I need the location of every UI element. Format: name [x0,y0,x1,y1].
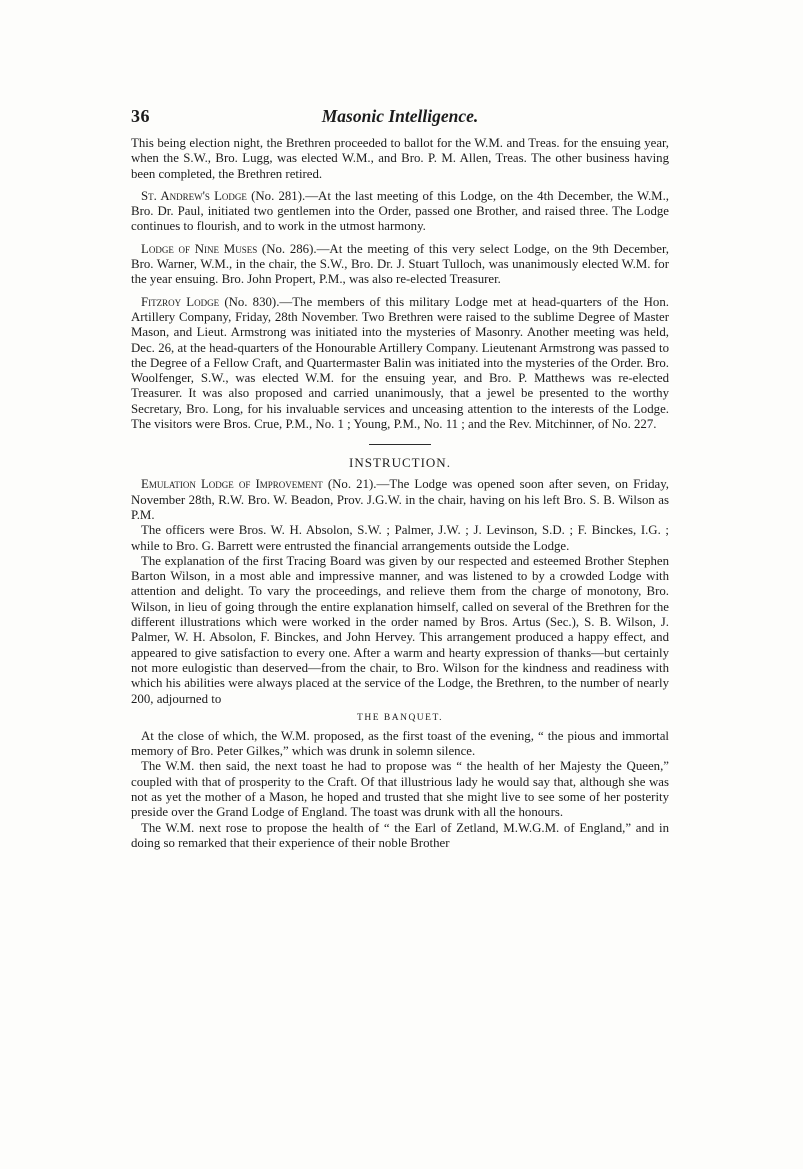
paragraph-first-toast: At the close of which, the W.M. proposed, as the first toast of the evening, “ the pious and immortal memory of Bro. Peter Gilkes,” which was drunk in solemn silence. [131,728,669,759]
paragraph-text: (No. 286).—At the meeting of this very select Lodge, on the 9th December, Bro. Warner, W.M., in the chair, the S.W., Bro. Dr. J. Stuart Tulloch, was unanimously elected W.M. for the year ensuing. Bro. John Propert, P.M., was also re-elected Treasurer. [131,241,669,287]
page-header [131,106,669,136]
paragraph-text: (No. 21).—The Lodge was opened soon after seven, on Friday, November 28th, R.W. Bro. W. Beadon, Prov. J.G.W. in the chair, having on his left Bro. S. B. Wilson as P.M. [131,477,669,522]
banquet-heading: THE BANQUET. [357,712,443,723]
lodge-name: Fitzroy Lodge [141,294,220,309]
page-number: 36 [131,106,150,126]
paragraph-zetland-toast: The W.M. next rose to propose the health of “ the Earl of Zetland, M.W.G.M. of England,” and in doing so remarked that their experience of their noble Brother [131,820,669,850]
lodge-name: Lodge of Nine Muses [141,241,258,256]
paragraph-text: (No. 830).—The members of this military Lodge met at head-quarters of the Hon. Artillery Company, Friday, 28th November. Two Brethren were raised to the sublime Degree of Master Mason, and Lieut. Armstrong was initiated into the mysteries of Masonry. Another meeting was held, Dec. 26, at the head-quarters of the Honourable Artillery Company. Lieutenant Armstrong was passed to the Degree of a Fellow Craft, and Quartermaster Balin was initiated into the mysteries of the Order. Bro. Woolfenger, S.W., was elected W.M. for the ensuing year, and Bro. P. Matthews was re-elected Treasurer. It was also proposed and carried unanimously, that a jewel be presented to the worthy Secretary, Bro. Long, for his invaluable services and unceasing attention to the interests of the Lodge. The visitors were Bros. Crue, P.M., No. 1 ; Young, P.M., No. 11 ; and the Rev. Mitchinner, of No. 227. [131,294,669,432]
running-title: Masonic Intelligence. [321,106,479,126]
instruction-heading: INSTRUCTION. [349,455,451,471]
section-divider [369,444,431,445]
lodge-name: Emulation Lodge of Improvement [141,477,323,492]
lodge-name: St. Andrew's Lodge [141,188,247,203]
paragraph-tracing-board [131,554,669,707]
paragraph-text: This being election night, the Brethren proceeded to ballot for the W.M. and Treas. for the ensuing year, when the S.W., Bro. Lugg, was elected W.M., and Bro. P. M. Allen, Treas. The other business having been completed, the Brethren retired. [131,136,669,181]
paragraph-text: (No. 281).—At the last meeting of this Lodge, on the 4th December, the W.M., Bro. Dr. Paul, initiated two gentlemen into the Order, passed one Brother, and raised three. The Lodge continues to flourish, and to work in the utmost harmony. [131,188,669,234]
document-page [131,106,669,851]
instruction-section [131,477,669,706]
paragraph-text: The explanation of the first Tracing Board was given by our respected and esteemed Brother Stephen Barton Wilson, in a most able and impressive manner, and was listened to by a crowded Lodge with attention and delight. To vary the proceedings, and relieve them from the charge of monotony, Bro. Wilson, in lieu of going through the entire explanation himself, called on several of the Brethren for the different illustrations which were worked in the order named by Bros. Artus (Sec.), S. B. Wilson, J. Palmer, W. H. Absolon, F. Binckes, and John Hervey. This arrangement produced a happy effect, and appeared to give satisfaction to every one. After a warm and hearty expression of thanks—but certainly not more eulogistic than deserved—from the chair, to Bro. Wilson for the kindness and readiness with which his abilities were always placed at the service of the Lodge, the Brethren, to the number of nearly 200, adjourned to [131,553,669,706]
paragraph-lodge-of-nine-muses [131,242,669,288]
paragraph-fitzroy-lodge [131,295,669,433]
lodge-reports [131,136,669,432]
paragraph-st-andrews-lodge [131,189,669,235]
paragraph-text: The officers were Bros. W. H. Absolon, S.W. ; Palmer, J.W. ; J. Levinson, S.D. ; F. Binckes, I.G. ; while to Bro. G. Barrett were entrusted the financial arrangements outside the Lodge. [131,523,669,553]
paragraph-election [131,136,669,182]
paragraph-emulation-lodge [131,477,669,523]
paragraph-queen-toast: The W.M. then said, the next toast he had to propose was “ the health of her Majesty the Queen,” coupled with that of prosperity to the Craft. Of that illustrious lady he would say that, although she was not as yet the mother of a Mason, he hoped and trusted that she might live to see some of her posterity preside over the Grand Lodge of England. The toast was drunk with all the honours. [131,759,669,820]
banquet-section [131,729,669,851]
paragraph-officers [131,523,669,554]
